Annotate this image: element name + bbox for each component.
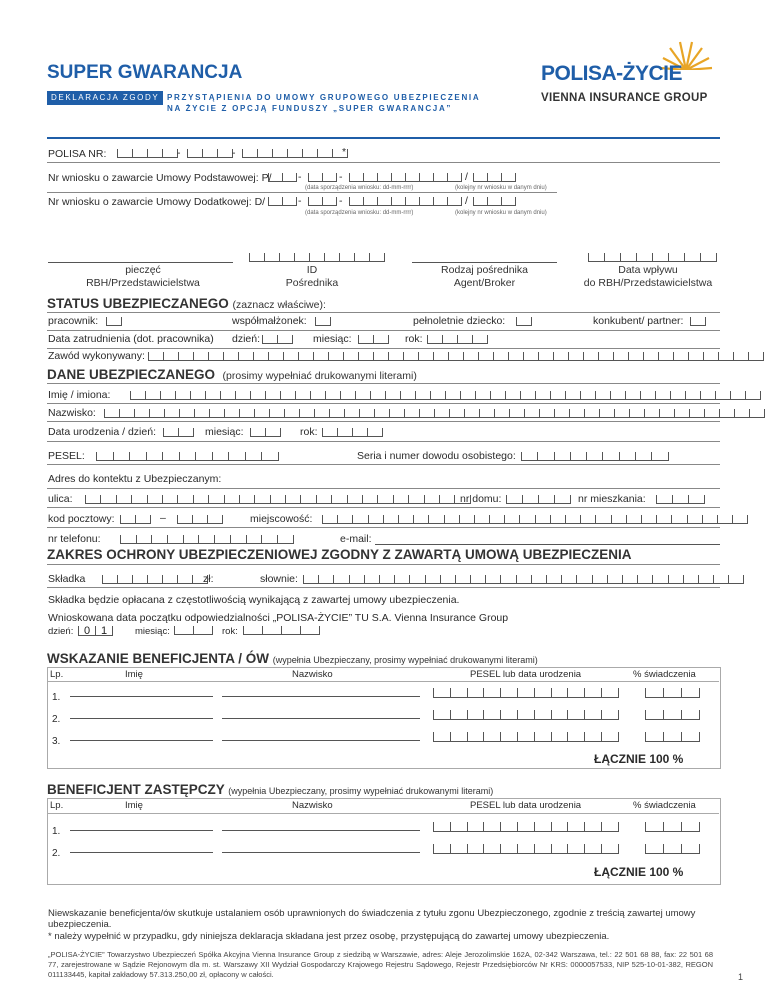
miejscowosc-label: miejscowość: [250, 513, 313, 525]
pesel-field[interactable] [433, 844, 619, 854]
dzien-label: dzień: [232, 333, 261, 345]
row-number: 2. [52, 714, 61, 725]
row-number: 1. [52, 692, 61, 703]
nazwisko-field[interactable] [222, 820, 420, 831]
divider [47, 488, 720, 489]
dash: - [339, 195, 343, 207]
pesel-field[interactable] [433, 710, 619, 720]
footer-note-2: * należy wypełnić w przypadku, gdy niniejsza deklaracja składana jest przez osobę, przystępującą do zawartej umowy ubezpieczenia. [48, 931, 610, 942]
podst-seq-cells[interactable] [473, 173, 516, 182]
dash: - [298, 171, 302, 183]
kod-cells-1[interactable] [120, 515, 151, 524]
start-day-cells[interactable] [78, 626, 113, 636]
czestotliwosc-text: Składka będzie opłacana z częstotliwością wynikającą z zawartej umowy ubezpieczenia. [48, 594, 460, 606]
status-title [47, 296, 326, 311]
ur-month-cells[interactable] [250, 428, 281, 437]
divider [47, 564, 720, 565]
benef-title [47, 651, 538, 666]
company-logo [538, 40, 723, 110]
status-note: (zaznacz właściwe): [232, 299, 326, 311]
polisa-cells-3[interactable] [242, 149, 348, 158]
form-subtitle-1: PRZYSTĄPIENIA DO UMOWY GRUPOWEGO UBEZPIECZENIA [167, 93, 481, 102]
podst-year-cells[interactable] [349, 173, 462, 182]
id-posrednika-cells[interactable] [249, 253, 385, 262]
kod-cells-2[interactable] [177, 515, 223, 524]
dash: - [232, 147, 236, 159]
zawod-label: Zawód wykonywany: [48, 350, 145, 362]
dod-year-cells[interactable] [349, 197, 462, 206]
telefon-label: nr telefonu: [48, 533, 101, 545]
slash: / [465, 171, 468, 183]
slownie-label: słownie: [260, 573, 298, 585]
rodzaj-line[interactable] [412, 262, 557, 263]
col-procent: % świadczenia [633, 669, 696, 680]
col-lp: Lp. [50, 800, 64, 811]
divider [47, 421, 720, 422]
telefon-cells[interactable] [120, 535, 294, 544]
divider [47, 383, 720, 384]
dash: - [339, 171, 343, 183]
col-imie: Imię [125, 800, 143, 811]
procent-field[interactable] [645, 732, 700, 742]
pesel-label: PESEL: [48, 450, 85, 462]
nazwisko-field[interactable] [222, 842, 420, 853]
wspolmalzonek-checkbox[interactable] [315, 317, 331, 326]
start-dzien-label: dzień: [48, 626, 74, 637]
polisa-label: POLISA NR: [48, 148, 107, 160]
dane-note: (prosimy wypełniać drukowanymi literami) [222, 370, 417, 382]
divider [47, 507, 720, 508]
procent-field[interactable] [645, 844, 700, 854]
imie-field[interactable] [70, 686, 213, 697]
status-heading: STATUS UBEZPIECZANEGO [47, 296, 229, 311]
ur-day-cells[interactable] [163, 428, 194, 437]
start-miesiac-label: miesiąc: [135, 626, 170, 637]
logo-wordmark: POLISA-ŻYCIE [541, 62, 683, 85]
benef-note: (wypełnia Ubezpieczany, prosimy wypełniać drukowanymi literami) [272, 655, 538, 665]
nazwisko-field[interactable] [222, 730, 420, 741]
nr-mieszkania-cells[interactable] [656, 495, 705, 504]
konkubent-checkbox[interactable] [690, 317, 706, 326]
id-label: ID Pośrednika [285, 264, 339, 289]
email-label: e-mail: [340, 533, 372, 545]
zastepczy-note: (wypełnia Ubezpieczany, prosimy wypełniać drukowanymi literami) [228, 786, 494, 796]
kod-label: kod pocztowy: [48, 513, 115, 525]
dash: - [177, 147, 181, 159]
divider [47, 348, 720, 349]
start-year-cells[interactable] [243, 626, 320, 635]
dod-month-cells[interactable] [308, 197, 337, 206]
dane-title [47, 367, 417, 382]
nr-dod-label: Nr wniosku o zawarcie Umowy Dodatkowej: D/ [48, 196, 266, 208]
pieczec-line[interactable] [48, 262, 233, 263]
zastepczy-heading: BENEFICJENT ZASTĘPCZY [47, 782, 225, 797]
zastepczy-title [47, 782, 493, 797]
miejscowosc-cells[interactable] [322, 515, 748, 524]
divider [47, 192, 557, 193]
date-hint: (data sporządzenia wniosku: dd-mm-rrrr) [305, 210, 414, 216]
pieczec-label: pieczęć RBH/Przedstawicielstwa [86, 264, 200, 289]
col-nazwisko: Nazwisko [292, 669, 333, 680]
nazwisko-field[interactable] [222, 686, 420, 697]
row-number: 1. [52, 826, 61, 837]
col-lp: Lp. [50, 669, 64, 680]
start-month-cells[interactable] [174, 626, 213, 635]
divider [47, 813, 719, 814]
procent-field[interactable] [645, 710, 700, 720]
imie-cells[interactable] [130, 391, 761, 400]
miesiac-label: miesiąc: [313, 333, 352, 345]
seq-hint: (kolejny nr wniosku w danym dniu) [455, 185, 547, 191]
polisa-cells-1[interactable] [117, 149, 178, 158]
nr-domu-label: nr domu: [460, 493, 502, 505]
row-number: 2. [52, 848, 61, 859]
dane-heading: DANE UBEZPIECZANEGO [47, 367, 216, 382]
zawod-cells[interactable] [148, 352, 764, 361]
procent-field[interactable] [645, 688, 700, 698]
declaration-tag: DEKLARACJA ZGODY [47, 91, 163, 105]
rok-label: rok: [405, 333, 423, 345]
ur-miesiac-label: miesiąc: [205, 426, 244, 438]
row-number: 3. [52, 736, 61, 747]
divider [47, 330, 720, 331]
data-ur-label: Data urodzenia / dzień: [48, 426, 156, 438]
col-nazwisko: Nazwisko [292, 800, 333, 811]
zl-label: zł: [203, 573, 214, 585]
page-number: 1 [738, 972, 744, 982]
start-day-digit-1: 0 [78, 626, 95, 636]
nazwisko-cells[interactable] [104, 409, 765, 418]
ulica-cells[interactable] [85, 495, 471, 504]
skladka-cells[interactable] [102, 575, 208, 584]
zatr-month-cells[interactable] [358, 335, 389, 344]
ur-year-cells[interactable] [322, 428, 383, 437]
logo-group-name: VIENNA INSURANCE GROUP [541, 92, 708, 104]
footer-legal: „POLISA-ŻYCIE” Towarzystwo Ubezpieczeń Spółka Akcyjna Vienna Insurance Group z siedzibą w Warszawie, adres: Aleje Jerozolimskie 162A, 02-342 Warszawa, tel.: 22 501 68 88, fax: 22 501 68 77, zarejestrowane w Sądzie Rejonowym dla m. st. Warszawy XII Wydział Gospodarczy Krajowego Rejestru Sądowego, Rejestr Przedsiębiorców Nr KRS: 0000057533, NIP 525-10-01-382, REGON 011133445, kapitał zakładowy 57.313.250,00 zł, opłacony w całości. [48, 950, 713, 979]
zatr-year-cells[interactable] [427, 335, 488, 344]
nazwisko-field[interactable] [222, 708, 420, 719]
col-pesel: PESEL lub data urodzenia [470, 669, 582, 680]
data-wplywu-cells[interactable] [588, 253, 717, 262]
polisa-cells-2[interactable] [187, 149, 233, 158]
divider [47, 162, 720, 163]
dod-seq-cells[interactable] [473, 197, 516, 206]
divider [47, 527, 720, 528]
ulica-label: ulica: [48, 493, 73, 505]
procent-field[interactable] [645, 822, 700, 832]
form-title: SUPER GWARANCJA [47, 62, 243, 83]
podst-date-cells[interactable] [268, 173, 297, 182]
nr-domu-cells[interactable] [506, 495, 571, 504]
zakres-title: ZAKRES OCHRONY UBEZPIECZENIOWEJ ZGODNY Z ZAWARTĄ UMOWĄ UBEZPIECZENIA [47, 547, 632, 562]
adres-label: Adres do kontektu z Ubezpieczanym: [48, 473, 222, 485]
pesel-field[interactable] [433, 688, 619, 698]
email-line[interactable] [375, 533, 720, 545]
divider [47, 403, 720, 404]
rodzaj-label: Rodzaj pośrednika Agent/Broker [441, 264, 528, 289]
imie-field[interactable] [70, 708, 213, 719]
date-hint: (data sporządzenia wniosku: dd-mm-rrrr) [305, 185, 414, 191]
imie-field[interactable] [70, 842, 213, 853]
podst-month-cells[interactable] [308, 173, 337, 182]
nazwisko-label: Nazwisko: [48, 407, 96, 419]
divider [47, 312, 720, 313]
pesel-field[interactable] [433, 822, 619, 832]
imie-field[interactable] [70, 730, 213, 741]
divider [47, 441, 720, 442]
data-zatr-label: Data zatrudnienia (dot. pracownika) [48, 333, 214, 345]
seria-cells[interactable] [521, 452, 669, 461]
header-rule [47, 137, 720, 139]
divider [47, 681, 719, 682]
col-imie: Imię [125, 669, 143, 680]
col-procent: % świadczenia [633, 800, 696, 811]
seq-hint: (kolejny nr wniosku w danym dniu) [455, 210, 547, 216]
start-rok-label: rok: [222, 626, 238, 637]
pracownik-label: pracownik: [48, 315, 99, 327]
dziecko-checkbox[interactable] [516, 317, 532, 326]
footer-note-1: Niewskazanie beneficjenta/ów skutkuje ustalaniem osób uprawnionych do świadczenia z tytułu zgonu Ubezpieczonego, zgodnie z treścią zawartej umowy ubezpieczenia. [48, 908, 696, 930]
data-poczatku-text: Wnioskowana data początku odpowiedzialności „POLISA-ŻYCIE” TU S.A. Vienna Insurance Group [48, 612, 509, 624]
star-mark: * [342, 146, 347, 158]
seria-label: Seria i numer dowodu osobistego: [357, 450, 516, 462]
col-pesel: PESEL lub data urodzenia [470, 800, 582, 811]
skladka-label: Składka [48, 573, 86, 585]
imie-field[interactable] [70, 820, 213, 831]
form-subtitle-2: NA ŻYCIE Z OPCJĄ FUNDUSZY „SUPER GWARANCJA” [167, 104, 453, 113]
divider [47, 464, 720, 465]
benef-heading: WSKAZANIE BENEFICJENTA / ÓW [47, 651, 269, 666]
kod-dash: – [160, 512, 166, 524]
ur-rok-label: rok: [300, 426, 318, 438]
benef-total: ŁĄCZNIE 100 % [594, 752, 684, 766]
divider [47, 587, 720, 588]
dash: - [298, 195, 302, 207]
pracownik-checkbox[interactable] [106, 317, 122, 326]
konkubent-label: konkubent/ partner: [593, 315, 684, 327]
imie-label: Imię / imiona: [48, 389, 111, 401]
wspolmalzonek-label: współmałżonek: [232, 315, 307, 327]
slownie-cells[interactable] [303, 575, 744, 584]
data-wplywu-label: Data wpływu do RBH/Przedstawicielstwa [583, 264, 713, 289]
pesel-cells[interactable] [96, 452, 279, 461]
nr-podst-label: Nr wniosku o zawarcie Umowy Podstawowej: P/ [48, 172, 272, 184]
nr-mieszkania-label: nr mieszkania: [578, 493, 646, 505]
start-day-digit-2: 1 [95, 626, 113, 636]
dziecko-label: pełnoletnie dziecko: [413, 315, 506, 327]
zatr-day-cells[interactable] [262, 335, 293, 344]
slash: / [465, 195, 468, 207]
pesel-field[interactable] [433, 732, 619, 742]
zastepczy-total: ŁĄCZNIE 100 % [594, 865, 684, 879]
dod-date-cells[interactable] [268, 197, 297, 206]
